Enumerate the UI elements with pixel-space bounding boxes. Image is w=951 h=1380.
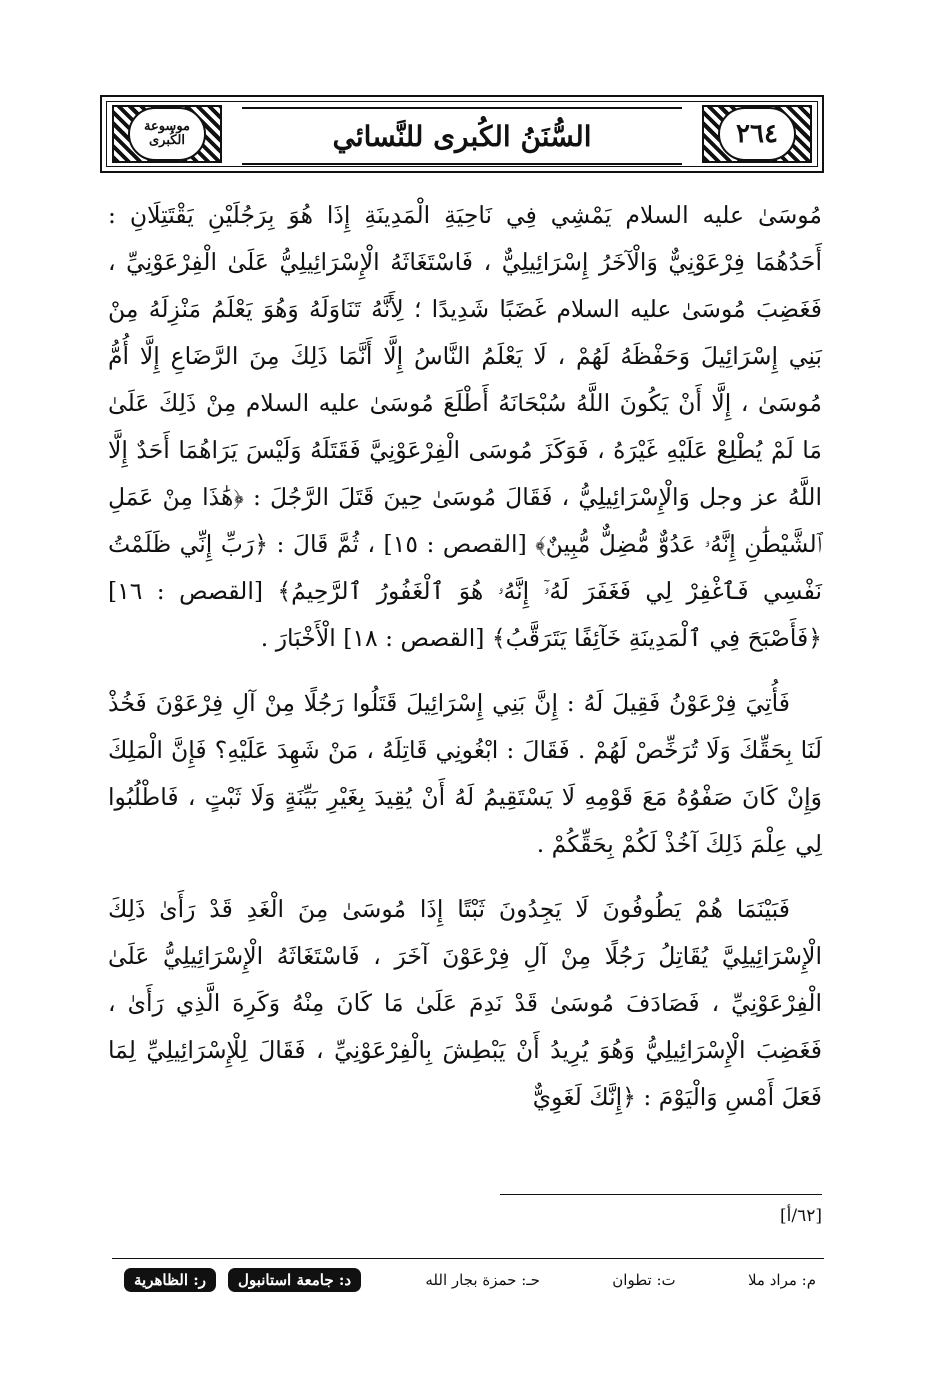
paragraph-1 (108, 192, 822, 662)
text-line: مُوسَىٰ قَدْ نَدِمَ عَلَىٰ مَا كَانَ مِنْهُ وَكَرِهَ الَّذِي رَأَىٰ ، فَغَضِبَ الْإِسْرَائِيلِيُّ وَهُوَ يُرِيدُ (108, 989, 822, 1064)
text-line: فَأُتِيَ فِرْعَوْنُ فَقِيلَ لَهُ : إِنَّ بَنِي إِسْرَائِيلَ قَتَلُوا رَجُلًا مِنْ آلِ فِرْعَوْنَ فَخُذْ لَنَا (108, 689, 822, 764)
running-title (242, 107, 682, 165)
text-line: يُقَاتِلُ رَجُلًا مِنْ آلِ فِرْعَوْنَ آخَرَ ، فَاسْتَغَاثَهُ الْإِسْرَائِيلِيُّ عَلَىٰ الْفِرْعَوْنِيِّ ، فَصَادَفَ (108, 942, 822, 1017)
footnote-divider (500, 1194, 822, 1195)
paragraph-2 (108, 680, 822, 868)
paragraph-3 (108, 886, 822, 1121)
page-number-medallion (718, 107, 796, 161)
footer-editor: م: مراد ملا (747, 1271, 816, 1289)
footnote: [٦٢/أ] (780, 1206, 822, 1226)
manuscript-badges (112, 1268, 361, 1292)
book-title: السُّنَنُ الكُبرى للنَّسائي (332, 119, 592, 153)
footer-checker: ت: تطوان (612, 1271, 676, 1289)
text-line: مُوسَىٰ عليه السلام يَمْشِي فِي نَاحِيَةِ الْمَدِينَةِ إِذَا هُوَ بِرَجُلَيْنِ يَقْتَتِلَانِ : أَحَدُهُمَا فِرْعَوْنِيٌّ (108, 201, 822, 276)
text-line: فَقَتَلَهُ وَلَيْسَ يَرَاهُمَا أَحَدٌ إِلَّا اللَّهُ عز وجل وَالْإِسْرَائِيلِيُّ ، فَقَالَ مُوسَىٰ حِينَ قَتَلَ (108, 436, 822, 511)
manuscript-badge-istanbul: د: جامعة استانبول (228, 1268, 361, 1292)
book-seal (128, 107, 206, 161)
text-line: ﴿فَأَصْبَحَ فِي ٱلْمَدِينَةِ خَآئِفًا يَتَرَقَّبُ﴾ [القصص : ١٨] الْأَخْبَارَ . (260, 624, 822, 652)
text-line: وَالْآخَرُ إِسْرَائِيلِيٌّ ، فَاسْتَغَاثَهُ الْإِسْرَائِيلِيُّ عَلَىٰ الْفِرْعَوْنِيِّ ، فَغَضِبَ مُوسَىٰ عليه السلام (108, 248, 822, 323)
text-line: ﴿رَبِّ إِنِّي ظَلَمْتُ نَفْسِي فَٱغْفِرْ لِي فَغَفَرَ لَهُۥٓ إِنَّهُۥ هُوَ ٱلْغَفُورُ ٱلرَّحِيمُ﴾ [القصص : ١٦] (108, 530, 822, 605)
text-line: لَا يَعْلَمُ النَّاسُ إِلَّا أَنَّمَا ذَلِكَ مِنَ الرَّضَاعِ إِلَّا أُمُّ مُوسَىٰ ، إِلَّا أَنْ يَكُونَ اللَّهُ سُبْحَانَهُ (108, 342, 822, 417)
page-footer (112, 1264, 824, 1296)
seal-text: موسوعة الكُبرى (143, 119, 190, 148)
page-header (100, 95, 824, 173)
text-line: بِحَقِّكَ وَلَا تُرَخِّصْ لَهُمْ . فَقَالَ : ابْغُونِي قَاتِلَهُ ، مَنْ شَهِدَ عَلَيْهِ؟ فَإِنَّ الْمَلِكَ (108, 736, 793, 764)
text-line: فَبَيْنَمَا هُمْ يَطُوفُونَ لَا يَجِدُونَ ثَبْتًا إِذَا مُوسَىٰ مِنَ الْغَدِ قَدْ رَأَىٰ ذَلِكَ الْإِسْرَائِيلِيَّ (108, 895, 822, 970)
text-line: غَضَبًا شَدِيدًا ؛ لِأَنَّهُ تَنَاوَلَهُ وَهُوَ يَعْلَمُ مَنْزِلَهُ مِنْ بَنِي إِسْرَائِيلَ وَحَفْظَهُ لَهُمْ ، (108, 295, 822, 370)
text-line: أَطْلَعَ مُوسَىٰ عليه السلام مِنْ ذَلِكَ عَلَىٰ مَا لَمْ يُطْلِعْ عَلَيْهِ غَيْرَهُ ، فَوَكَزَ مُوسَى الْفِرْعَوْنِيَّ (108, 389, 823, 464)
text-line: وَإِنْ كَانَ صَفْوُهُ مَعَ قَوْمِهِ لَا يَسْتَقِيمُ لَهُ أَنْ يُقِيدَ بِغَيْرِ بَيِّنَةٍ وَلَا ثَبْتٍ ، فَاطْلُبُوا لِي (108, 783, 822, 858)
text-line: أَنْ يَبْطِشَ بِالْفِرْعَوْنِيِّ ، فَقَالَ لِلْإِسْرَائِيلِيِّ لِمَا فَعَلَ أَمْسِ وَالْيَوْمَ : ﴿إِنَّكَ لَغَوِيٌّ (108, 1036, 822, 1111)
footer-copyist: حـ: حمزة بجار الله (425, 1271, 540, 1289)
manuscript-badge-zahiriyya: ر: الظاهرية (124, 1268, 216, 1292)
main-text (108, 192, 822, 1121)
page-number: ٢٦٤ (736, 119, 778, 149)
text-line: الرَّجُلَ : ﴿هَٰذَا مِنْ عَمَلِ ٱلشَّيْطَٰنِ إِنَّهُۥ عَدُوٌّ مُّضِلٌّ مُّبِينٌ﴾ [القصص : ١٥] ، ثُمَّ قَالَ : (108, 483, 822, 558)
text-line: عِلْمَ ذَلِكَ آخُذْ لَكُمْ بِحَقِّكُمْ . (536, 830, 788, 858)
footer-divider (112, 1258, 824, 1259)
